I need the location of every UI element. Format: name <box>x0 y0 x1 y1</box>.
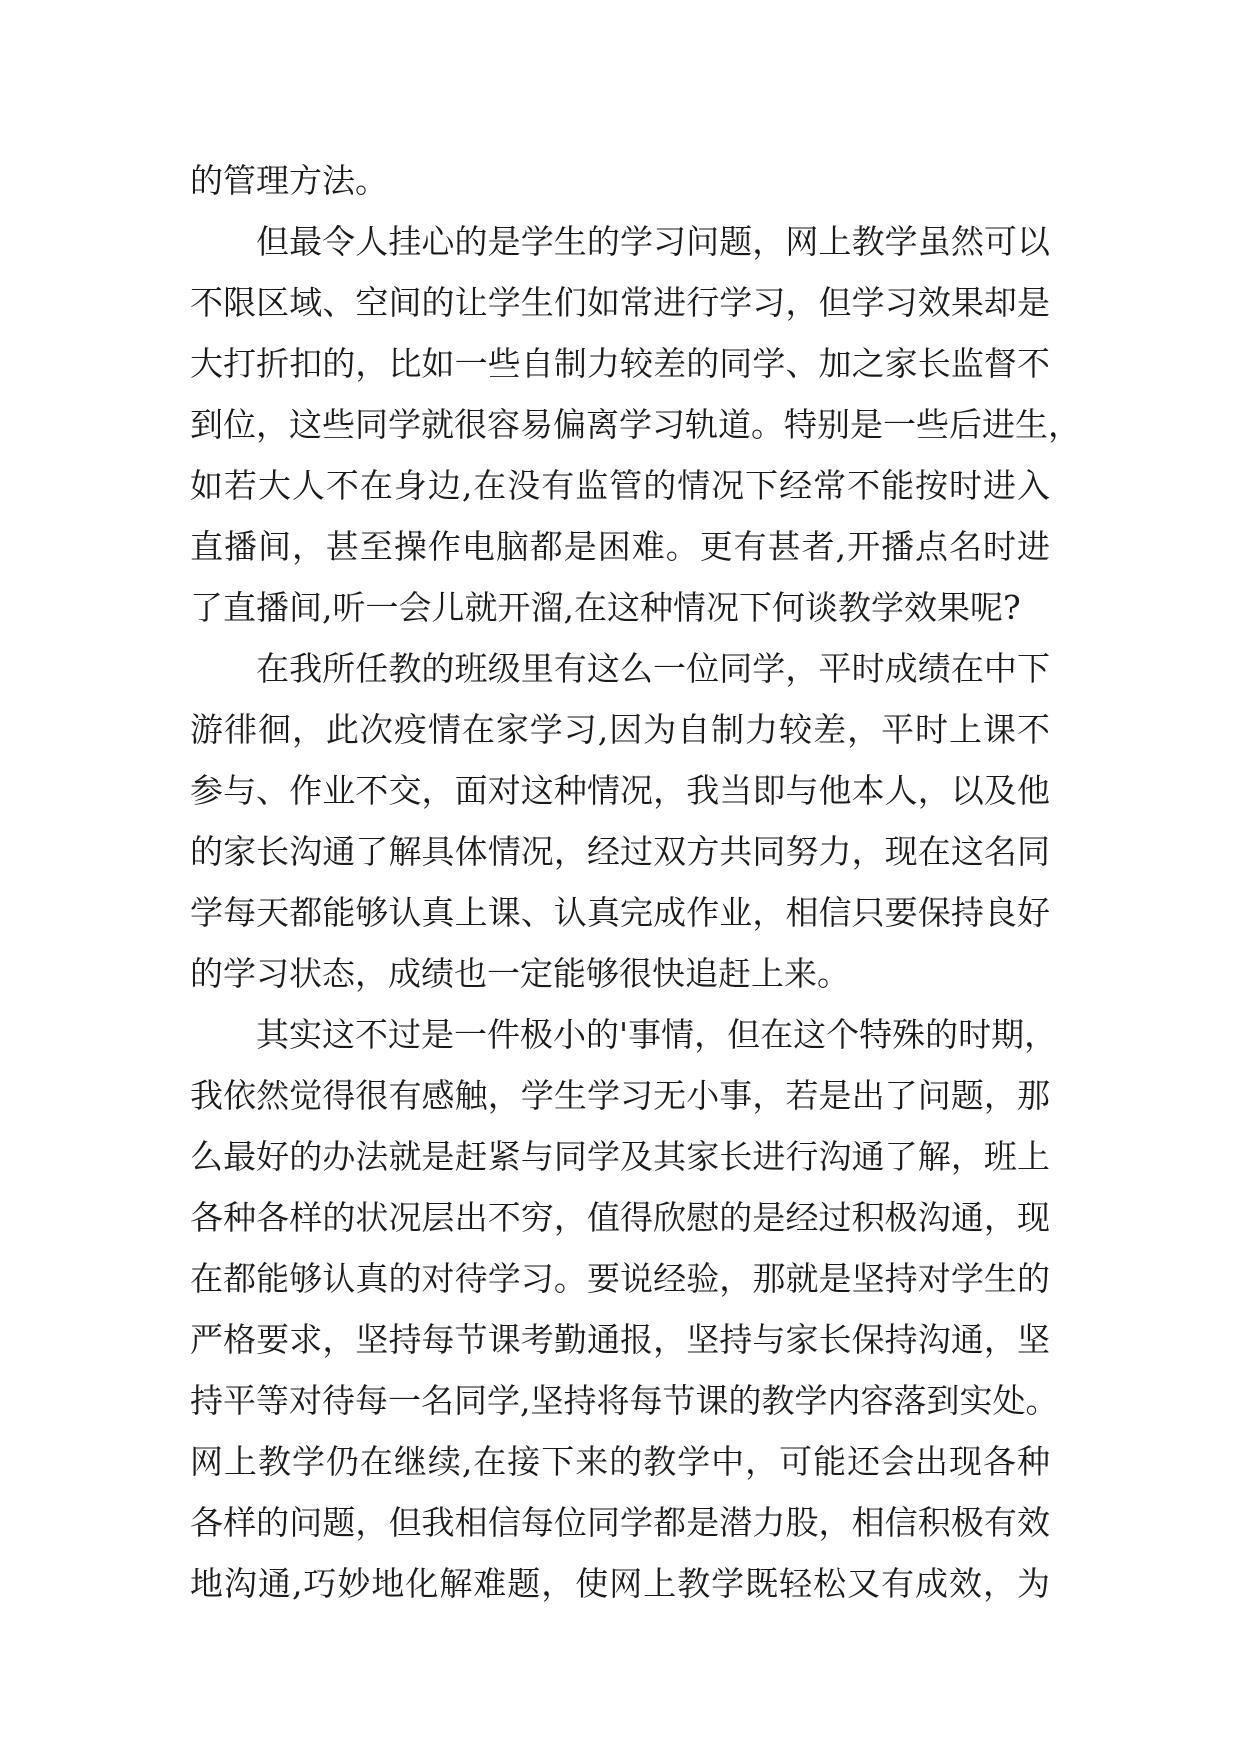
text-line: 在都能够认真的对待学习。要说经验，那就是坚持对学生的 <box>190 1259 1050 1298</box>
text-line: 大打折扣的，比如一些自制力较差的同学、加之家长监督不 <box>190 344 1050 383</box>
body-text <box>190 150 1081 1614</box>
text-line: 地沟通,巧妙地化解难题，使网上教学既轻松又有成效，为 <box>190 1564 1050 1603</box>
text-line: 持平等对待每一名同学,坚持将每节课的教学内容落到实处。 <box>190 1381 1059 1420</box>
text-line: 如若大人不在身边,在没有监管的情况下经常不能按时进入 <box>190 466 1050 505</box>
text-line: 的管理方法。 <box>190 161 388 200</box>
text-line: 参与、作业不交，面对这种情况，我当即与他本人，以及他 <box>190 771 1050 810</box>
text-line: 各种各样的状况层出不穷，值得欣慰的是经过积极沟通，现 <box>190 1198 1050 1237</box>
text-line: 游徘徊，此次疫情在家学习,因为自制力较差，平时上课不 <box>190 710 1050 749</box>
text-line: 的家长沟通了解具体情况，经过双方共同努力，现在这名同 <box>190 832 1050 871</box>
text-line: 么最好的办法就是赶紧与同学及其家长进行沟通了解，班上 <box>190 1137 1050 1176</box>
text-line: 到位，这些同学就很容易偏离学习轨道。特别是一些后进生， <box>190 405 1081 444</box>
text-line: 直播间，甚至操作电脑都是困难。更有甚者,开播点名时进 <box>190 527 1050 566</box>
text-line: 在我所任教的班级里有这么一位同学，平时成绩在中下 <box>256 649 1050 688</box>
text-line: 学每天都能够认真上课、认真完成作业，相信只要保持良好 <box>190 893 1050 932</box>
text-line: 严格要求，坚持每节课考勤通报，坚持与家长保持沟通，坚 <box>190 1320 1050 1359</box>
text-line: 但最令人挂心的是学生的学习问题，网上教学虽然可以 <box>256 222 1050 261</box>
text-line: 了直播间,听一会儿就开溜,在这种情况下何谈教学效果呢? <box>190 588 1021 627</box>
text-line: 我依然觉得很有感触，学生学习无小事，若是出了问题，那 <box>190 1076 1050 1115</box>
text-line: 不限区域、空间的让学生们如常进行学习，但学习效果却是 <box>190 283 1050 322</box>
text-line: 网上教学仍在继续,在接下来的教学中，可能还会出现各种 <box>190 1442 1050 1481</box>
text-line: 的学习状态，成绩也一定能够很快追赶上来。 <box>190 954 850 993</box>
text-line: 其实这不过是一件极小的'事情，但在这个特殊的时期， <box>256 1015 1058 1054</box>
text-line: 各样的问题，但我相信每位同学都是潜力股，相信积极有效 <box>190 1503 1050 1542</box>
